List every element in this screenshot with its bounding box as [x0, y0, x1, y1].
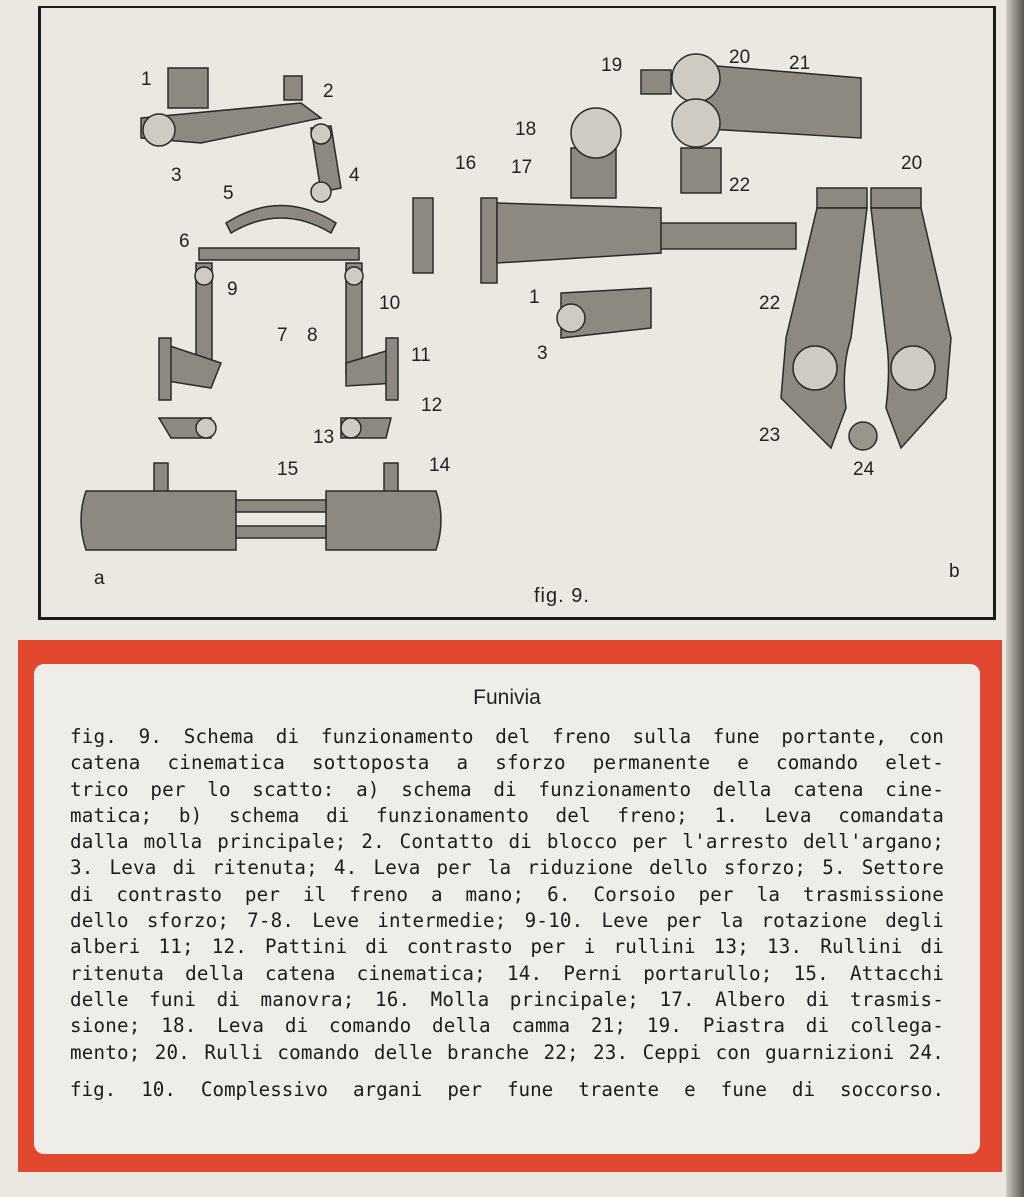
label-5: 5 — [223, 183, 234, 204]
label-8: 8 — [307, 325, 318, 346]
pivot-4-top — [311, 124, 331, 144]
mechanism-diagram — [41, 8, 993, 618]
label-3: 3 — [171, 165, 182, 186]
label-10: 10 — [379, 293, 401, 314]
caption-line: mento; 20. Rulli comando delle branche 22; 23. Ceppi con guarnizioni 24. — [70, 1040, 944, 1064]
label-15: 15 — [277, 459, 299, 480]
pin-14 — [384, 463, 398, 493]
label-3-b: 3 — [537, 343, 548, 364]
roller-13 — [341, 418, 361, 438]
shoe-left — [159, 338, 171, 400]
caption-line: sione; 18. Leva di comando della camma 21; 19. Piastra di collega- — [70, 1014, 944, 1038]
caption-line: matica; b) schema di funzionamento del freno; 1. Leva comandata — [70, 803, 944, 827]
label-16: 16 — [455, 153, 477, 174]
roller-13-left — [196, 418, 216, 438]
label-6: 6 — [179, 231, 190, 252]
pivot-right — [891, 346, 935, 390]
rope-attachment-left — [81, 491, 236, 550]
caption-line: delle funi di manovra; 16. Molla principale; 17. Albero di trasmis- — [70, 987, 944, 1011]
label-9: 9 — [227, 279, 238, 300]
caption-line: 3. Leva di ritenuta; 4. Leva per la riduzione dello sforzo; 5. Settore — [70, 856, 944, 880]
label-18: 18 — [515, 119, 537, 140]
label-19: 19 — [601, 55, 623, 76]
slider-6 — [199, 248, 359, 260]
lever-10 — [345, 267, 363, 285]
caption-line: alberi 11; 12. Pattini di contrasto per i rullini 13; 13. Rullini di — [70, 935, 944, 959]
lever-1-block — [168, 68, 208, 108]
pivot-left — [793, 346, 837, 390]
caption-body — [70, 724, 944, 1066]
label-12: 12 — [421, 395, 443, 416]
pivot-4-bottom — [311, 182, 331, 202]
lever-18 — [571, 108, 621, 158]
pin-left — [154, 463, 168, 493]
panel-b-label: b — [949, 561, 960, 582]
caption-line: dalla molla principale; 2. Contatto di blocco per l'arresto dell'argano; — [70, 830, 944, 854]
label-17: 17 — [511, 157, 533, 178]
contact-2 — [284, 76, 302, 100]
shaft-rod — [661, 223, 796, 249]
rope-top — [236, 500, 326, 512]
arm-22-top — [681, 148, 721, 193]
shoe-12 — [386, 338, 398, 400]
caption-panel — [34, 664, 980, 1154]
roller-20-bottom — [672, 99, 720, 147]
caption-line: ritenuta della catena cinematica; 14. Perni portarullo; 15. Attacchi — [70, 961, 944, 985]
label-2: 2 — [323, 81, 334, 102]
caption-line: trico per lo scatto: a) schema di funzionamento della catena cine- — [70, 777, 944, 801]
figure-caption: fig. 9. — [534, 585, 590, 607]
spring-plate — [413, 198, 433, 273]
label-11: 11 — [411, 345, 431, 366]
label-22-left: 22 — [759, 293, 781, 314]
label-4: 4 — [349, 165, 360, 186]
shaft-17 — [497, 203, 661, 263]
rope-attachment-15 — [326, 491, 441, 550]
label-20-top: 20 — [729, 47, 751, 68]
fig-10-caption: fig. 10. Complessivo argani per fune traente e fune di soccorso. — [70, 1077, 944, 1101]
label-24: 24 — [853, 459, 875, 480]
caption-line: dello sforzo; 7-8. Leve intermedie; 9-10. Leve per la rotazione degli — [70, 909, 944, 933]
sector-5 — [226, 206, 336, 234]
label-22-top: 22 — [729, 175, 751, 196]
label-20-right: 20 — [901, 153, 923, 174]
panel-a-label: a — [94, 568, 105, 589]
caption-line: fig. 9. Schema di funzionamento del freno sulla fune portante, con — [70, 725, 944, 748]
roller-20-left — [817, 188, 867, 208]
lever-9 — [195, 267, 213, 285]
branch-22-right — [871, 208, 951, 448]
label-21: 21 — [789, 53, 811, 74]
label-1-b: 1 — [529, 287, 540, 308]
label-23: 23 — [759, 425, 781, 446]
section-title: Funivia — [473, 686, 541, 709]
book-gutter — [1006, 0, 1024, 1197]
pivot-3 — [143, 114, 175, 146]
spring-flange — [481, 198, 497, 283]
pivot-3-b — [557, 304, 585, 332]
label-1: 1 — [141, 69, 152, 90]
caption-line: catena cinematica sottoposta a sforzo permanente e comando elet- — [70, 751, 944, 775]
caption-line: di contrasto per il freno a mano; 6. Corsoio per la trasmissione — [70, 882, 944, 906]
plate-19 — [641, 70, 671, 94]
roller-20-top — [672, 54, 720, 102]
rope-24 — [849, 422, 877, 450]
roller-20-right — [871, 188, 921, 208]
label-14: 14 — [429, 455, 451, 476]
figure-9-frame — [38, 6, 996, 620]
label-7: 7 — [277, 325, 288, 346]
rope-bottom — [236, 526, 326, 538]
label-13: 13 — [313, 427, 335, 448]
